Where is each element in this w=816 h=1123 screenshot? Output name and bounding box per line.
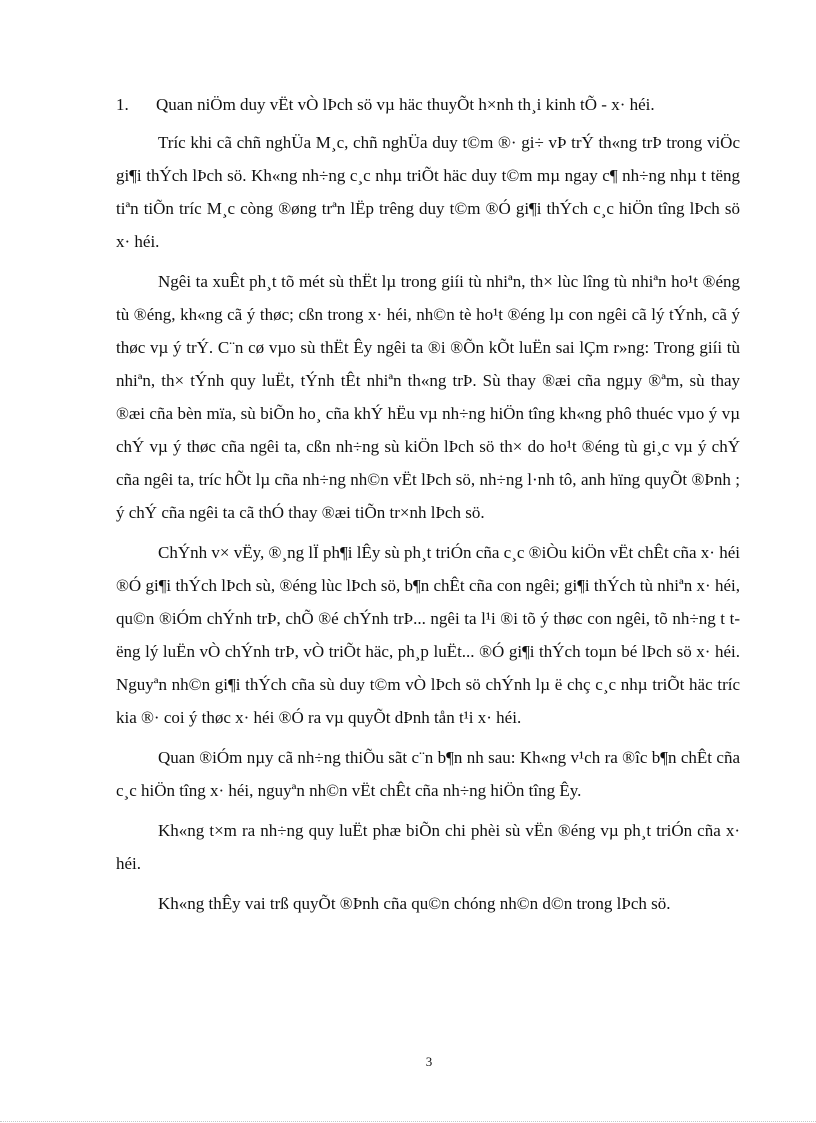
paragraph: ChÝnh v× vËy, ®¸ng lÏ ph¶i lÊy sù ph¸t triÓn cña c¸c ®iÒu kiÖn vËt chÊt cña x· héi ®Ó gi¶i thÝch lÞch sù, ®éng lùc lÞch sö, b¶n chÊt cña con ngêi; gi¶i thÝch tù nhiªn x· héi, qu©n ®iÓm chÝnh trÞ, chÕ ®é chÝnh trÞ... ngêi ta l¹i ®i tõ ý thøc con ngêi, tõ nh÷ng t tëng lý luËn vÒ chÝnh trÞ, vÒ triÕt häc, ph¸p luËt... ®Ó gi¶i thÝch toµn bé lÞch sö x· héi. Nguyªn nh©n gi¶i thÝch cña sù duy t©m vÒ lÞch sö chÝnh lµ ë chç c¸c nhµ triÕt häc tríc kia ®· coi ý thøc x· héi ®Ó ra vµ quyÕt dÞnh tån t¹i x· héi. xyxy=(116,543,740,727)
paragraph: Kh«ng thÊy vai trß quyÕt ®Þnh cña qu©n chóng nh©n d©n trong lÞch sö. xyxy=(158,894,671,913)
section-title: Quan niÖm duy vËt vÒ lÞch sö vµ häc thuyÕt h×nh th¸i kinh tÕ - x· héi. xyxy=(156,95,655,114)
paragraph: Tríc khi cã chñ nghÜa M¸c, chñ nghÜa duy t©m ®· gi÷ vÞ trÝ th«ng trÞ trong viÖc gi¶i thÝch lÞch sö. Kh«ng nh÷ng c¸c nhµ triÕt häc duy t©m mµ ngay c¶ nh÷ng nhµ t tëng tiªn tiÕn tríc M¸c còng ®øng trªn lËp trêng duy t©m ®Ó gi¶i thÝch c¸c hiÖn tîng lÞch sö x· héi. xyxy=(116,133,740,251)
paragraph: Ngêi ta xuÊt ph¸t tõ mét sù thËt lµ trong giíi tù nhiªn, th× lùc lîng tù nhiªn ho¹t ®éng tù ®éng, kh«ng cã ý thøc; cßn trong x· héi, nh©n tè ho¹t ®éng lµ con ngêi cã lý tÝnh, cã ý thøc vµ ý trÝ. C¨n cø vµo sù thËt Êy ngêi ta ®i ®Õn kÕt luËn sai lÇm r»ng: Trong giíi tù nhiªn, th× tÝnh quy luËt, tÝnh tÊt nhiªn th«ng trÞ. Sù thay ®æi cña ngµy ®ªm, sù thay ®æi cña bèn mïa, sù biÕn ho¸ cña khÝ hËu vµ nh÷ng hiÖn tîng kh«ng phô thuéc vµo ý vµ chÝ vµ ý thøc cña ngêi ta, cßn nh÷ng sù kiÖn lÞch sö th× do ho¹t ®éng tù gi¸c vµ ý chÝ cña ngêi ta, tríc hÕt lµ cña nh÷ng nh©n vËt lÞch sö, nh÷ng l·nh tô, anh hïng quyÕt ®Þnh ; ý chÝ cña ngêi ta cã thÓ thay ®æi tiÕn tr×nh lÞch sö. xyxy=(116,272,740,522)
paragraph: Quan ®iÓm nµy cã nh÷ng thiÕu sãt c¨n b¶n nh sau: Kh«ng v¹ch ra ®îc b¶n chÊt cña c¸c hiÖn tîng x· héi, nguyªn nh©n vËt chÊt cña nh÷ng hiÖn tîng Êy. xyxy=(116,748,740,800)
section-heading xyxy=(116,94,756,116)
section-number: 1. xyxy=(116,95,129,114)
paragraph: Kh«ng t×m ra nh÷ng quy luËt phæ biÕn chi phèi sù vËn ®éng vµ ph¸t triÓn cña x· héi. xyxy=(116,821,740,873)
page-number: 3 xyxy=(425,1054,433,1069)
body-text xyxy=(116,126,740,920)
page-edge-divider xyxy=(0,1121,816,1122)
